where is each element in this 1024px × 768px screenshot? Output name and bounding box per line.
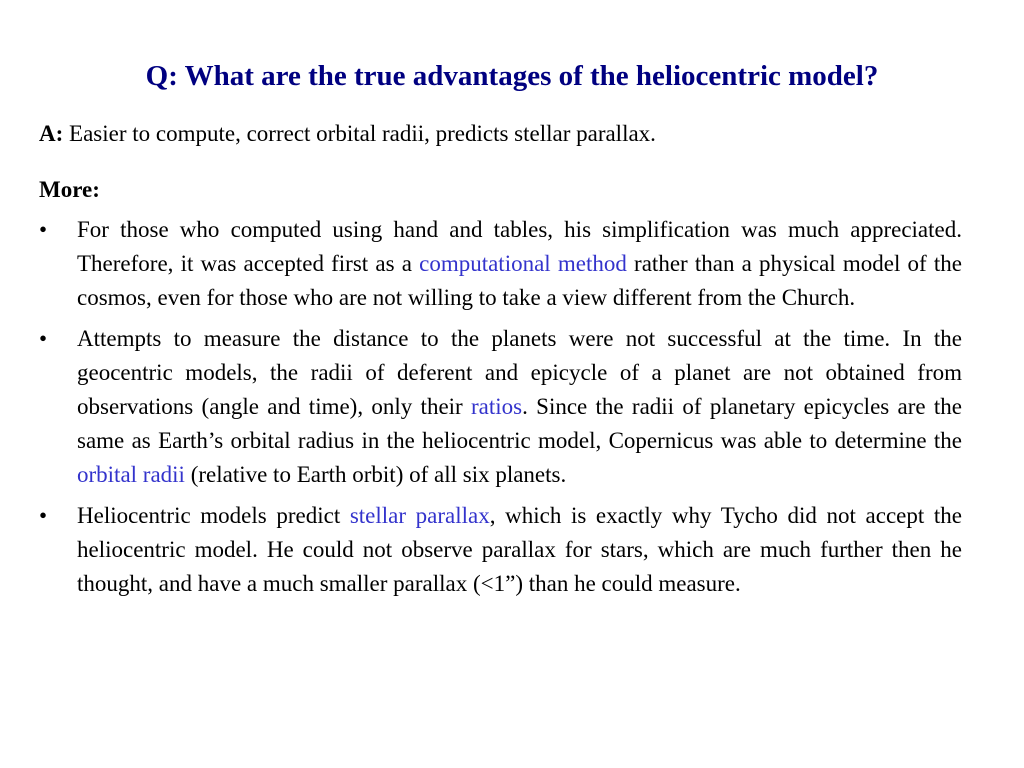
bullet-text: (relative to Earth orbit) of all six planets. xyxy=(184,462,567,487)
bullet-item-orbital-radii xyxy=(39,322,962,492)
bullet-text: Heliocentric models predict xyxy=(77,503,350,528)
bullet-item-stellar-parallax xyxy=(39,499,962,601)
bullet-text: rather than a physical model of the cosmos, even for those who are not willing to take a view different from the Church. xyxy=(77,251,963,310)
bullet-marker: • xyxy=(39,503,48,528)
answer-line xyxy=(39,117,969,151)
bullet-marker: • xyxy=(39,217,48,242)
answer-text: Easier to compute, correct orbital radii, predicts stellar parallax. xyxy=(69,121,656,146)
bullet-text: . Since the radii of planetary epicycles are the same as Earth’s orbital radius in the heliocentric model, Copernicus was able to determine the xyxy=(77,394,962,453)
slide-title: Q: What are the true advantages of the heliocentric model? xyxy=(145,60,879,92)
highlight-computational-method: computational method xyxy=(419,251,627,276)
highlight-orbital-radii: orbital radii xyxy=(77,462,185,487)
answer-label: A: xyxy=(39,121,64,146)
more-label: More: xyxy=(39,177,100,202)
bullet-text: , which is exactly why Tycho did not accept the heliocentric model. He could not observe parallax for stars, which are much further then he thought, and have a much smaller parallax (<1”) than he could measure. xyxy=(77,503,963,596)
bullet-marker: • xyxy=(39,326,48,351)
highlight-stellar-parallax: stellar parallax xyxy=(349,503,490,528)
more-heading xyxy=(39,173,100,207)
highlight-ratios: ratios xyxy=(471,394,523,419)
bullet-item-computation xyxy=(39,213,962,315)
bullet-text: Attempts to measure the distance to the planets were not successful at the time. In the geocentric models, the radii of deferent and epicycle of a planet are not obtained from observations (angle and time), only their xyxy=(77,326,962,419)
bullet-text: For those who computed using hand and tables, his simplification was much appreciated. Therefore, it was accepted first as a xyxy=(77,217,962,276)
bullet-list xyxy=(39,213,962,608)
